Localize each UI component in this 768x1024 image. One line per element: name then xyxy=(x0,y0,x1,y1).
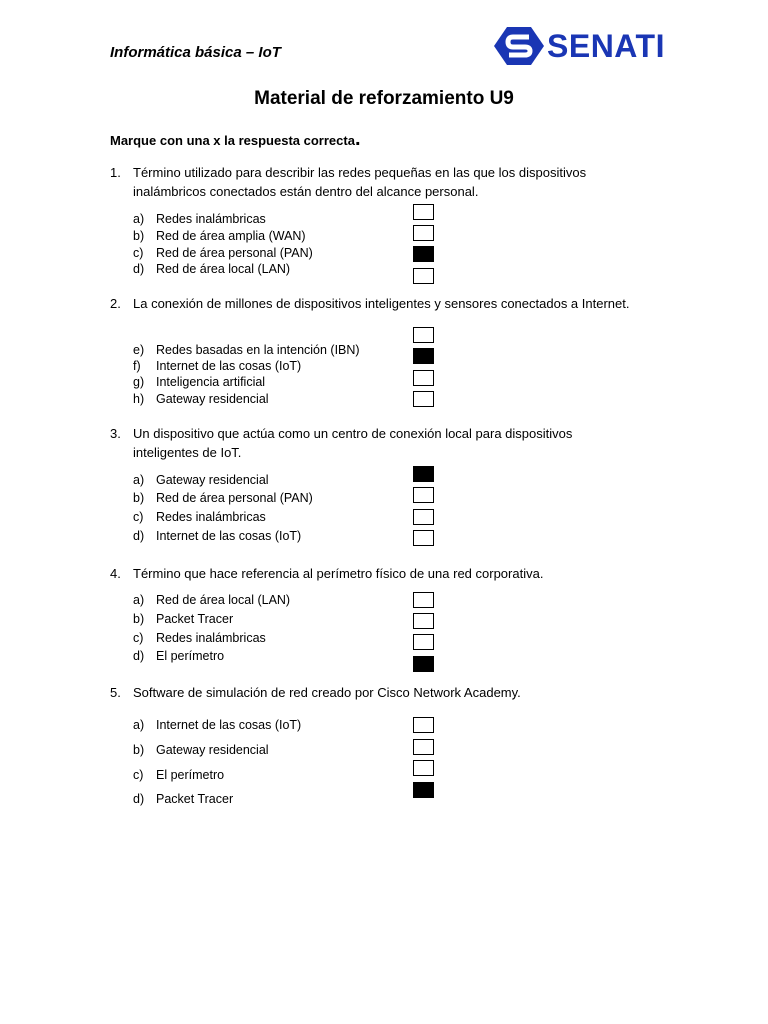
senati-logo-text: SENATI xyxy=(547,28,665,64)
question-text: Software de simulación de red creado por Cisco Network Academy. xyxy=(133,685,521,700)
option-1b xyxy=(133,228,306,244)
option-letter: c) xyxy=(133,631,144,645)
question-text: Un dispositivo que actúa como un centro de conexión local para dispositivos inteligentes de IoT. xyxy=(133,426,573,460)
question-text: Término que hace referencia al perímetro físico de una red corporativa. xyxy=(133,566,544,581)
question-number: 1. xyxy=(110,165,121,180)
answer-checkbox-1-2[interactable] xyxy=(413,225,434,241)
option-1c xyxy=(133,245,313,261)
option-label: Gateway residencial xyxy=(156,473,269,487)
question-1 xyxy=(110,163,640,201)
question-number: 4. xyxy=(110,566,121,581)
option-letter: b) xyxy=(133,229,145,243)
option-4d xyxy=(133,648,224,664)
option-letter: g) xyxy=(133,375,145,389)
option-label: Red de área personal (PAN) xyxy=(156,491,313,505)
answer-checkbox-3-2[interactable] xyxy=(413,487,434,503)
question-number: 3. xyxy=(110,426,121,441)
option-label: Redes basadas en la intención (IBN) xyxy=(156,343,360,357)
option-label: Red de área local (LAN) xyxy=(156,262,291,276)
answer-checkbox-5-1[interactable] xyxy=(413,717,434,733)
option-letter: b) xyxy=(133,491,145,505)
option-4b xyxy=(133,611,233,627)
option-2g xyxy=(133,374,265,390)
answer-checkbox-2-2[interactable] xyxy=(413,348,434,364)
option-3a xyxy=(133,472,269,488)
option-3b xyxy=(133,490,313,506)
option-2h xyxy=(133,391,269,407)
option-2e xyxy=(133,342,360,358)
question-text: Término utilizado para describir las redes pequeñas en las que los dispositivos inalámbricos conectados están dentro del alcance personal. xyxy=(133,165,587,199)
option-label: El perímetro xyxy=(156,649,225,663)
option-1d xyxy=(133,261,290,277)
option-label: Red de área personal (PAN) xyxy=(156,246,313,260)
option-letter: b) xyxy=(133,612,145,626)
option-letter: d) xyxy=(133,649,145,663)
answer-checkbox-5-4[interactable] xyxy=(413,782,434,798)
option-letter: d) xyxy=(133,529,145,543)
option-letter: a) xyxy=(133,473,145,487)
question-2 xyxy=(110,294,640,313)
option-3c xyxy=(133,509,266,525)
answer-checkbox-2-3[interactable] xyxy=(413,370,434,386)
option-letter: c) xyxy=(133,510,144,524)
senati-logo-icon xyxy=(493,26,545,66)
option-2f xyxy=(133,358,301,374)
answer-checkbox-4-3[interactable] xyxy=(413,634,434,650)
option-5d xyxy=(133,791,233,807)
instruction-period: . xyxy=(354,128,361,150)
option-letter: a) xyxy=(133,718,145,732)
question-5 xyxy=(110,683,640,702)
answer-checkbox-1-1[interactable] xyxy=(413,204,434,220)
answer-checkbox-2-4[interactable] xyxy=(413,391,434,407)
senati-logo xyxy=(493,26,683,66)
answer-checkbox-3-1[interactable] xyxy=(413,466,434,482)
option-letter: c) xyxy=(133,246,144,260)
option-4c xyxy=(133,630,266,646)
instruction xyxy=(110,128,361,150)
option-letter: a) xyxy=(133,212,145,226)
option-1a xyxy=(133,211,266,227)
answer-checkbox-1-4[interactable] xyxy=(413,268,434,284)
option-label: El perímetro xyxy=(156,768,225,782)
answer-checkbox-5-3[interactable] xyxy=(413,760,434,776)
answer-checkbox-3-3[interactable] xyxy=(413,509,434,525)
answer-checkbox-2-1[interactable] xyxy=(413,327,434,343)
answer-checkbox-3-4[interactable] xyxy=(413,530,434,546)
question-3 xyxy=(110,424,640,462)
option-label: Internet de las cosas (IoT) xyxy=(156,359,302,373)
option-letter: b) xyxy=(133,743,145,757)
option-4a xyxy=(133,592,290,608)
answer-checkbox-4-2[interactable] xyxy=(413,613,434,629)
option-label: Red de área amplia (WAN) xyxy=(156,229,306,243)
option-letter: e) xyxy=(133,343,145,357)
option-label: Internet de las cosas (IoT) xyxy=(156,718,302,732)
option-label: Gateway residencial xyxy=(156,743,269,757)
option-label: Packet Tracer xyxy=(156,612,234,626)
option-letter: f) xyxy=(133,359,141,373)
answer-checkbox-1-3[interactable] xyxy=(413,246,434,262)
option-label: Red de área local (LAN) xyxy=(156,593,291,607)
option-label: Inteligencia artificial xyxy=(156,375,266,389)
option-label: Internet de las cosas (IoT) xyxy=(156,529,302,543)
option-label: Redes inalámbricas xyxy=(156,631,266,645)
option-letter: a) xyxy=(133,593,145,607)
option-letter: d) xyxy=(133,262,145,276)
instruction-text: Marque con una x la respuesta correcta xyxy=(110,133,355,148)
answer-checkbox-4-4[interactable] xyxy=(413,656,434,672)
option-letter: c) xyxy=(133,768,144,782)
option-5b xyxy=(133,742,269,758)
option-label: Redes inalámbricas xyxy=(156,212,266,226)
option-letter: d) xyxy=(133,792,145,806)
option-5a xyxy=(133,717,301,733)
page-title: Material de reforzamiento U9 xyxy=(254,88,514,109)
option-label: Redes inalámbricas xyxy=(156,510,266,524)
option-label: Packet Tracer xyxy=(156,792,234,806)
answer-checkbox-5-2[interactable] xyxy=(413,739,434,755)
option-3d xyxy=(133,528,301,544)
option-label: Gateway residencial xyxy=(156,392,269,406)
question-text: La conexión de millones de dispositivos inteligentes y sensores conectados a Internet. xyxy=(133,296,630,311)
answer-checkbox-4-1[interactable] xyxy=(413,592,434,608)
course-header: Informática básica – IoT xyxy=(110,44,281,61)
option-5c xyxy=(133,767,224,783)
option-letter: h) xyxy=(133,392,145,406)
question-number: 2. xyxy=(110,296,121,311)
question-4 xyxy=(110,564,640,583)
question-number: 5. xyxy=(110,685,121,700)
